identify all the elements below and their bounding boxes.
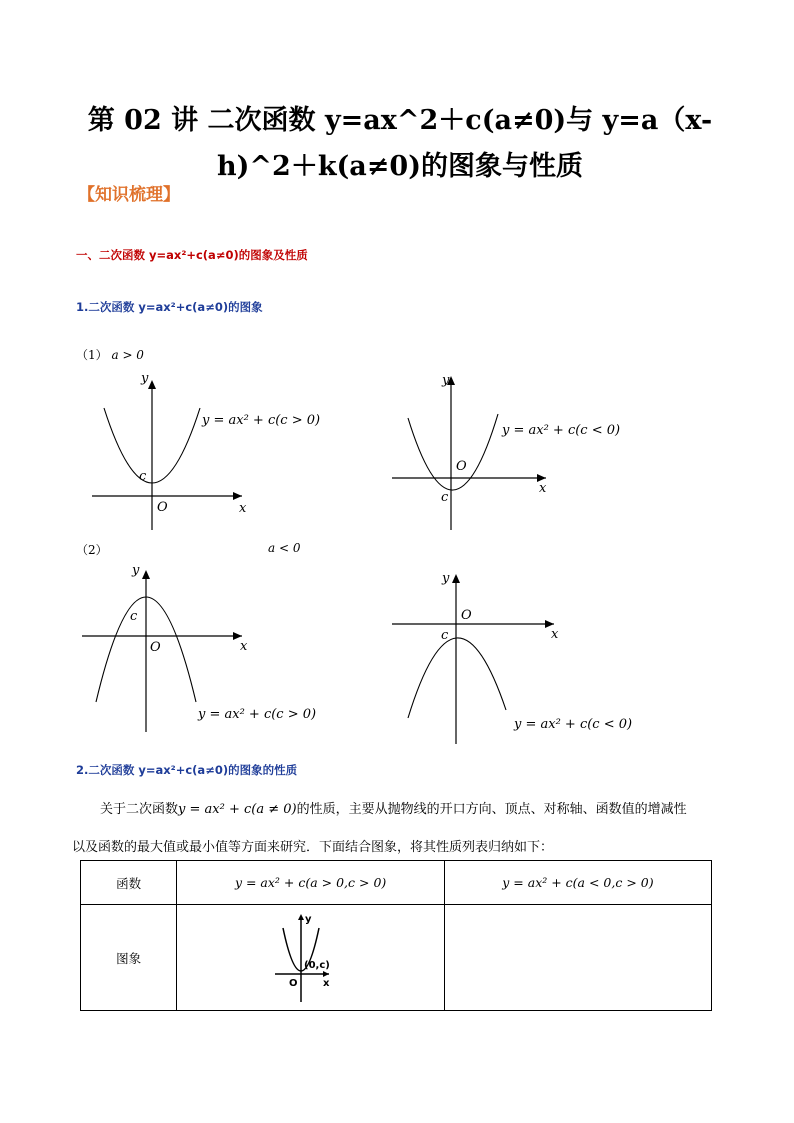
case-2-condition: a < 0 — [268, 541, 301, 555]
subsection-2-heading: 2.二次函数 y=ax²+c(a≠0)的图象的性质 — [76, 763, 298, 777]
thumb-origin-label: O — [288, 977, 298, 989]
section-tag: 【知识梳理】 — [78, 185, 180, 205]
thumb-x-label: x — [322, 977, 330, 989]
x-axis-label: x — [551, 627, 559, 642]
parabola-curve — [408, 414, 498, 490]
y-axis-label: y — [132, 563, 140, 578]
thumb-y-label: y — [304, 913, 312, 925]
origin-label: O — [157, 500, 168, 515]
case-1-condition: a > 0 — [111, 348, 144, 362]
origin-label: O — [150, 640, 161, 655]
table-row-graph — [81, 905, 712, 1011]
paragraph-line-1 — [100, 798, 687, 817]
graph-1-equation: y = ax² + c(c > 0) — [202, 413, 321, 428]
y-axis-arrow — [142, 570, 150, 579]
subsection-1-heading: 1.二次函数 y=ax²+c(a≠0)的图象 — [76, 300, 263, 314]
title-line-2: h)^2＋k(a≠0)的图象与性质 — [217, 151, 583, 182]
paragraph-line-2: 以及函数的最大值或最小值等方面来研究．下面结合图象，将其性质列表归纳如下： — [72, 840, 554, 855]
thumbnail-parabola — [271, 910, 351, 1006]
case-2-number: （2） — [76, 543, 108, 557]
x-axis-label: x — [239, 501, 247, 516]
y-axis-arrow — [148, 380, 156, 389]
table-header-col-a-negative: y = ax² + c(a < 0,c > 0) — [444, 861, 711, 905]
intercept-c-label: c — [139, 469, 147, 484]
origin-label: O — [456, 459, 467, 474]
table-cell-empty — [444, 905, 711, 1011]
x-axis-label: x — [539, 481, 547, 496]
table-cell-graph-thumbnail — [177, 905, 445, 1011]
properties-table — [80, 860, 712, 1011]
paragraph-suffix: 的性质，主要从抛物线的开口方向、顶点、对称轴、函数值的增减性 — [296, 802, 687, 817]
x-axis-arrow — [233, 492, 242, 500]
origin-label: O — [461, 608, 472, 623]
graph-2-equation: y = ax² + c(c < 0) — [502, 423, 621, 438]
case-1-number: （1） — [76, 348, 108, 362]
graph-3-equation: y = ax² + c(c > 0) — [198, 707, 317, 722]
y-axis-arrow — [452, 574, 460, 583]
paragraph-prefix: 关于二次函数 — [100, 802, 179, 817]
y-axis-label: y — [141, 371, 149, 386]
thumb-vertex-label: (0,c) — [303, 959, 330, 971]
intercept-c-label: c — [441, 628, 449, 643]
thumb-y-arrow — [298, 914, 304, 920]
y-axis-label: y — [442, 571, 450, 586]
graph-downward-c-negative — [386, 568, 636, 746]
page-title — [60, 98, 740, 190]
table-header-row — [81, 861, 712, 905]
table-header-function: 函数 — [81, 861, 177, 905]
section-1-heading: 一、二次函数 y=ax²+c(a≠0)的图象及性质 — [76, 248, 308, 262]
graph-upward-c-positive — [86, 368, 336, 538]
intercept-c-label: c — [441, 490, 449, 505]
case-1-label — [76, 346, 144, 363]
y-axis-label: y — [442, 373, 450, 388]
graph-downward-c-positive — [76, 560, 336, 735]
x-axis-label: x — [240, 639, 248, 654]
table-row-label-graph: 图象 — [81, 905, 177, 1011]
title-line-1: 第 02 讲 二次函数 y=ax^2＋c(a≠0)与 y=a（x- — [87, 105, 713, 136]
intercept-c-label: c — [130, 609, 138, 624]
parabola-curve — [408, 638, 506, 718]
graph-upward-c-negative — [386, 370, 636, 538]
paragraph-formula: y = ax² + c(a ≠ 0) — [178, 802, 297, 817]
graph-4-equation: y = ax² + c(c < 0) — [514, 717, 633, 732]
thumb-x-arrow — [323, 971, 329, 977]
table-header-col-a-positive: y = ax² + c(a > 0,c > 0) — [177, 861, 445, 905]
